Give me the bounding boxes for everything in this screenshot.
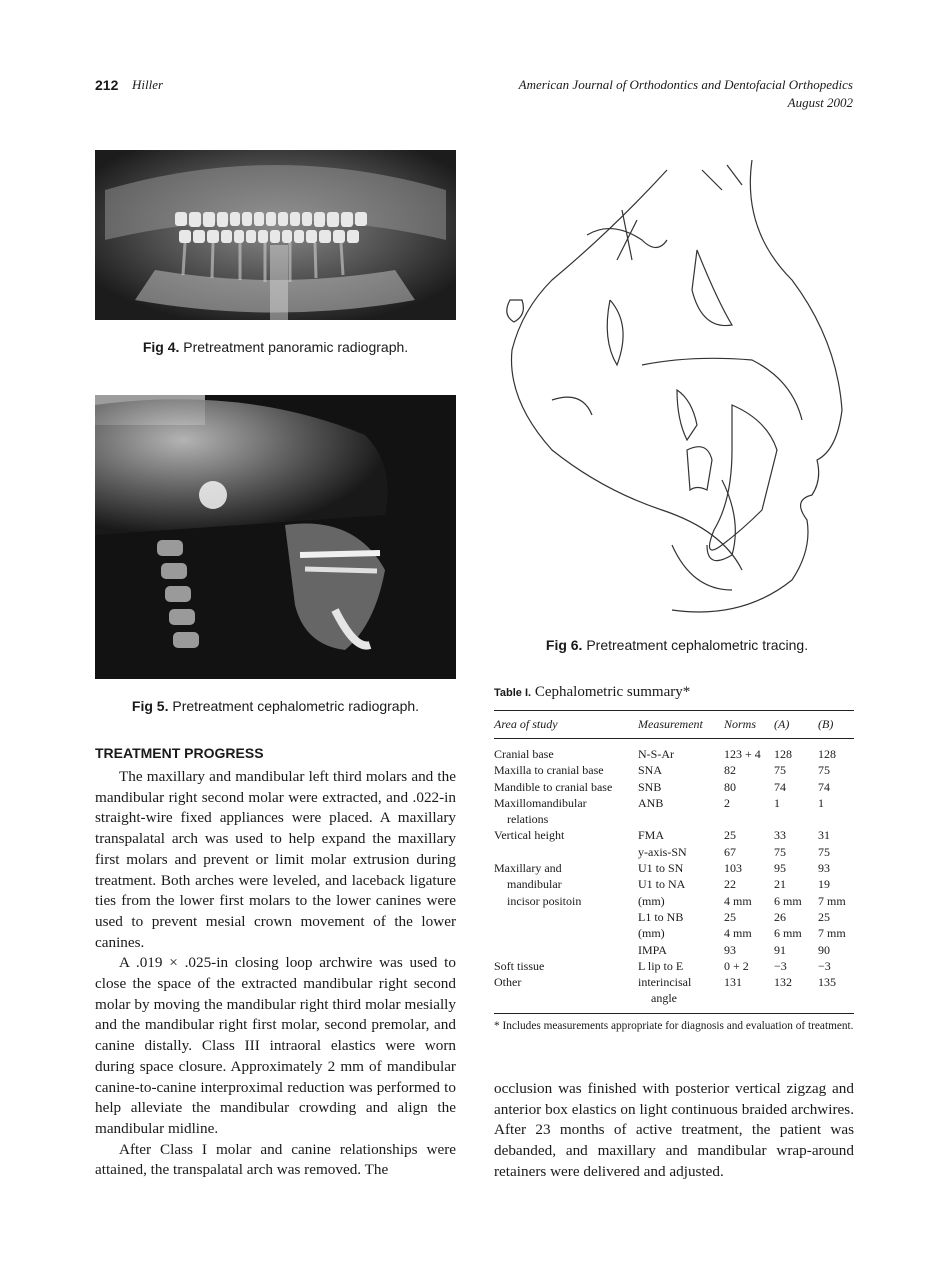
table-row: [494, 795, 854, 828]
table-cell-line: interincisal: [638, 975, 692, 990]
table-cell: 75: [818, 844, 830, 859]
table-cell: Other: [494, 975, 522, 990]
paragraph: The maxillary and mandibular left third molars and the mandibular right second molar were extracted, and .022-in straight-wire fixed appliances were placed. A maxillary transpalatal arch was used to help expand the maxillary first molars and prevent or limit molar extrusion during treatment. Both arches were leveled, and laceback ligature ties from the lower first molars to the lower canines were used to prevent mesial crown movement of the lower canines.: [95, 768, 456, 951]
table-cell: IMPA: [638, 942, 667, 957]
left-column-text: [95, 767, 456, 1181]
table-cell: 91: [774, 942, 786, 957]
table-cell: 132: [774, 975, 792, 990]
table-row: [494, 958, 854, 974]
table-cell: [494, 942, 638, 958]
table-cell: 93: [724, 942, 736, 957]
table-row: [494, 779, 854, 795]
table-cell: 7 mm: [818, 926, 846, 941]
table-cell-line: relations: [507, 812, 549, 827]
figure-6-caption-text: Pretreatment cephalometric tracing.: [586, 637, 809, 653]
running-head-author: Hiller: [132, 77, 164, 92]
table-cell: 74: [774, 779, 786, 794]
page-number: 212: [95, 77, 119, 93]
table-cell: 4 mm: [724, 893, 752, 908]
table-cell-line: Maxillomandibular: [494, 795, 587, 810]
figure-5-caption: [95, 698, 456, 714]
table-title: [494, 684, 690, 701]
table-cell: [494, 795, 638, 828]
table-cell: N-S-Ar: [638, 747, 674, 761]
table-row: [494, 925, 854, 941]
table-cell: FMA: [638, 828, 665, 843]
table-cell: 6 mm: [774, 893, 802, 908]
table-cell: Maxillary and: [494, 861, 562, 876]
table-cell: 2: [724, 795, 730, 810]
column-header: (B): [818, 717, 834, 731]
table-row: [494, 942, 854, 958]
table-cell: 74: [818, 779, 830, 794]
table-cell: −3: [818, 958, 831, 973]
table-cell: 4 mm: [724, 926, 752, 941]
table-cell: 103: [724, 861, 742, 876]
table-cell: L lip to E: [638, 958, 684, 973]
cephalometric-table: [494, 710, 854, 1014]
section-heading: TREATMENT PROGRESS: [95, 745, 264, 761]
table-cell: [494, 844, 638, 860]
table-cell: −3: [774, 958, 787, 973]
table-row: [494, 909, 854, 925]
table-cell: SNA: [638, 763, 663, 778]
table-cell: 25: [724, 909, 736, 924]
table-cell: 67: [724, 844, 736, 859]
table-cell: 93: [818, 861, 830, 876]
table-cell: Soft tissue: [494, 958, 545, 973]
cephalometric-radiograph-image: [95, 395, 456, 679]
table-row: [494, 844, 854, 860]
table-cell: 25: [724, 828, 736, 843]
table-header-row: [494, 711, 854, 738]
table-footnote: * Includes measurements appropriate for diagnosis and evaluation of treatment.: [494, 1020, 854, 1032]
table-cell: 26: [774, 909, 786, 924]
figure-4-caption-text: Pretreatment panoramic radiograph.: [183, 339, 409, 355]
table-row: [494, 974, 854, 1007]
table-label: Table I.: [494, 687, 532, 699]
table-cell: 7 mm: [818, 893, 846, 908]
table-cell: L1 to NB: [638, 909, 684, 924]
table-cell: [638, 974, 724, 1007]
table-row: [494, 762, 854, 778]
table-cell: 25: [818, 909, 830, 924]
table-cell: Cranial base: [494, 747, 554, 761]
table-cell: 95: [774, 861, 786, 876]
table-cell: 75: [774, 844, 786, 859]
table-cell: 6 mm: [774, 926, 802, 941]
figure-5-caption-text: Pretreatment cephalometric radiograph.: [172, 698, 420, 714]
table-cell-line: angle: [651, 991, 677, 1006]
table-cell: 21: [774, 877, 786, 892]
table-cell: [494, 909, 638, 925]
table-cell: 19: [818, 877, 830, 892]
table-cell: 1: [818, 795, 824, 810]
table-cell: 1: [774, 795, 780, 810]
column-header: Area of study: [494, 717, 558, 731]
figure-5-label: Fig 5.: [131, 698, 169, 714]
column-header: (A): [774, 717, 790, 731]
table-cell: 90: [818, 942, 830, 957]
table-cell: [494, 925, 638, 941]
table-title-text: Cephalometric summary*: [534, 684, 691, 700]
column-header: Norms: [724, 717, 757, 731]
table-cell: SNB: [638, 779, 662, 794]
table-row: [494, 893, 854, 909]
table-row: [494, 827, 854, 843]
right-column-text: [494, 1079, 854, 1183]
table-cell: [494, 893, 638, 909]
paragraph: occlusion was finished with posterior vertical zigzag and anterior box elastics on light continuous braided archwires. After 23 months of active treatment, the patient was debanded, and maxillary and mandibular wrap-around retainers were delivered and adjusted.: [494, 1080, 854, 1180]
table-cell: (mm): [638, 926, 665, 941]
journal-title: American Journal of Orthodontics and Dentofacial Orthopedics: [518, 77, 853, 92]
table-cell: 135: [818, 975, 836, 990]
table-cell: 0 + 2: [724, 958, 749, 973]
cephalometric-tracing-image: [492, 150, 862, 620]
table-cell: 82: [724, 763, 736, 778]
figure-4-label: Fig 4.: [142, 339, 180, 355]
table-row: [494, 876, 854, 892]
table-cell: y-axis-SN: [638, 844, 687, 859]
table-cell: Mandible to cranial base: [494, 779, 613, 794]
table-cell: 80: [724, 779, 736, 794]
table-cell: Maxilla to cranial base: [494, 763, 604, 778]
table-cell: 33: [774, 828, 786, 843]
table-cell: U1 to SN: [638, 861, 684, 876]
table-cell: [494, 876, 638, 892]
table-cell: 31: [818, 828, 830, 843]
table-cell: 75: [774, 763, 786, 778]
table-cell: U1 to NA: [638, 877, 686, 892]
table-cell-line: mandibular: [507, 877, 562, 892]
figure-6-label: Fig 6.: [545, 637, 583, 653]
table-row: [494, 746, 854, 762]
table-row: [494, 860, 854, 876]
table-cell: 123 + 4: [724, 747, 761, 761]
table-cell: 128: [818, 747, 836, 761]
table-cell: 128: [774, 747, 792, 761]
paragraph: After Class I molar and canine relationships were attained, the transpalatal arch was removed. The: [95, 1140, 456, 1179]
figure-6-caption: [492, 637, 862, 653]
paragraph: A .019 × .025-in closing loop archwire was used to close the space of the extracted mandibular right second molar by moving the mandibular right third molar mesially and the mandibular right first molar, second premolar, and canine distally. Class III intraoral elastics were worn during space closure. Approximately 2 mm of mandibular canine-to-canine interproximal reduction was performed to help alleviate the mandibular crowding and align the mandibular midline.: [95, 954, 456, 1137]
table-cell: Vertical height: [494, 828, 565, 843]
table-cell: 75: [818, 763, 830, 778]
issue-date: August 2002: [787, 95, 853, 110]
figure-4-caption: [95, 339, 456, 355]
column-header: Measurement: [638, 717, 703, 731]
table-cell: 22: [724, 877, 736, 892]
table-cell: ANB: [638, 795, 664, 810]
table-cell-line: incisor positoin: [507, 893, 582, 908]
panoramic-radiograph-image: [95, 150, 456, 320]
table-cell: (mm): [638, 893, 665, 908]
table-cell: 131: [724, 975, 742, 990]
